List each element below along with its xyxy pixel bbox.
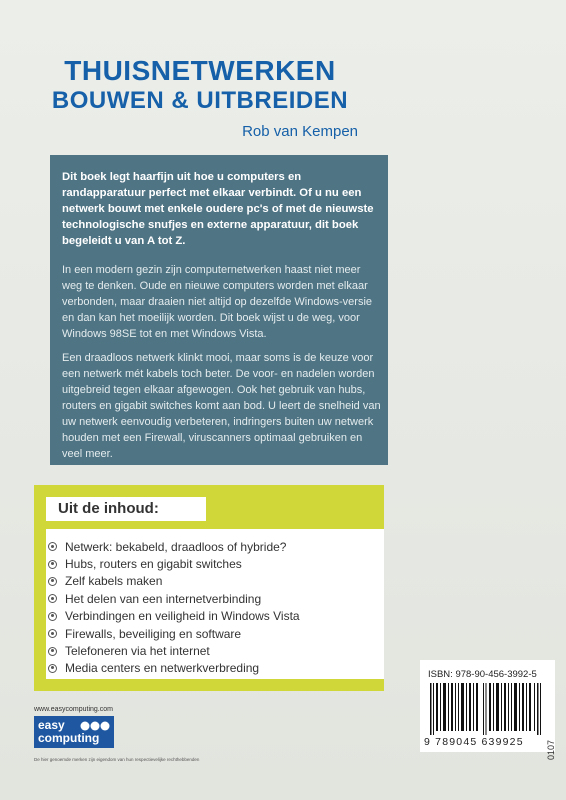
list-item <box>46 590 384 607</box>
bullet-icon <box>48 629 57 638</box>
list-item-label: Het delen van een internetverbinding <box>65 591 262 606</box>
list-item-label: Hubs, routers en gigabit switches <box>65 557 242 572</box>
logo-text-easy: easy <box>38 718 65 732</box>
bullet-icon <box>48 542 57 551</box>
contents-heading: Uit de inhoud: <box>46 497 206 521</box>
list-item-label: Media centers en netwerkverbreding <box>65 661 260 676</box>
bullet-icon <box>48 560 57 569</box>
title-line-1: THUISNETWERKEN <box>64 55 336 86</box>
logo-text-computing: computing <box>38 731 100 745</box>
publisher-url: www.easycomputing.com <box>34 706 113 713</box>
publisher-logo <box>34 716 114 748</box>
list-item <box>46 660 384 677</box>
list-item-label: Verbindingen en veiligheid in Windows Vista <box>65 609 300 624</box>
trademark-disclaimer: De hier genoemde merken zijn eigendom van hun respectievelijke rechthebbenden <box>34 757 200 762</box>
bullet-icon <box>48 594 57 603</box>
list-item-label: Firewalls, beveiliging en software <box>65 626 242 641</box>
isbn-label: ISBN: 978-90-456-3992-5 <box>428 669 537 680</box>
bullet-icon <box>48 612 57 621</box>
barcode-number: 9 789045 639925 <box>424 736 524 748</box>
list-item <box>46 625 384 642</box>
book-title <box>30 55 370 115</box>
side-code: 0107 <box>546 739 556 760</box>
list-item <box>46 538 384 555</box>
bullet-icon <box>48 647 57 656</box>
list-item <box>46 555 384 572</box>
list-item <box>46 608 384 625</box>
bullet-icon <box>48 664 57 673</box>
list-item <box>46 573 384 590</box>
author-name: Rob van Kempen <box>242 123 358 140</box>
logo-dots-icon <box>80 720 110 732</box>
list-item-label: Zelf kabels maken <box>65 574 163 589</box>
list-item-label: Netwerk: bekabeld, draadloos of hybride? <box>65 539 287 554</box>
intro-text: Dit boek legt haarfijn uit hoe u computers en randapparatuur perfect met elkaar verbindt. Of u nu een netwerk bouwt met enkele oudere pc's of met de nieuwste technologische snufjes en externe apparatuur, dit boek begeleidt u van A tot Z. <box>62 171 374 247</box>
list-item <box>46 642 384 659</box>
barcode-icon <box>430 683 542 735</box>
description-paragraph-2: Een draadloos netwerk klinkt mooi, maar soms is de keuze voor een netwerk mét kabels toch beter. De voor- en nadelen worden uitgebreid tegen elkaar afgewogen. Ook het gebruik van hubs, routers en gigabit switches komt aan bod. U leert de snelheid van uw netwerk eenvoudig verbeteren, indringers buiten uw netwerk houden met een Firewall, viruscanners optimaal gebruiken en veel meer. <box>62 352 381 460</box>
title-line-2: BOUWEN & UITBREIDEN <box>51 87 349 114</box>
contents-list <box>46 529 384 679</box>
bullet-icon <box>48 577 57 586</box>
list-item-label: Telefoneren via het internet <box>65 644 210 659</box>
description-paragraph-1: In een modern gezin zijn computernetwerken haast niet meer weg te denken. Oude en nieuwe computers worden met elkaar verbonden, maar draaien niet altijd op dezelfde Windows-versie en dan kan het moeilijk worden. Dit boek wijst u de weg, voor Windows 98SE tot en met Windows Vista. <box>62 264 373 340</box>
